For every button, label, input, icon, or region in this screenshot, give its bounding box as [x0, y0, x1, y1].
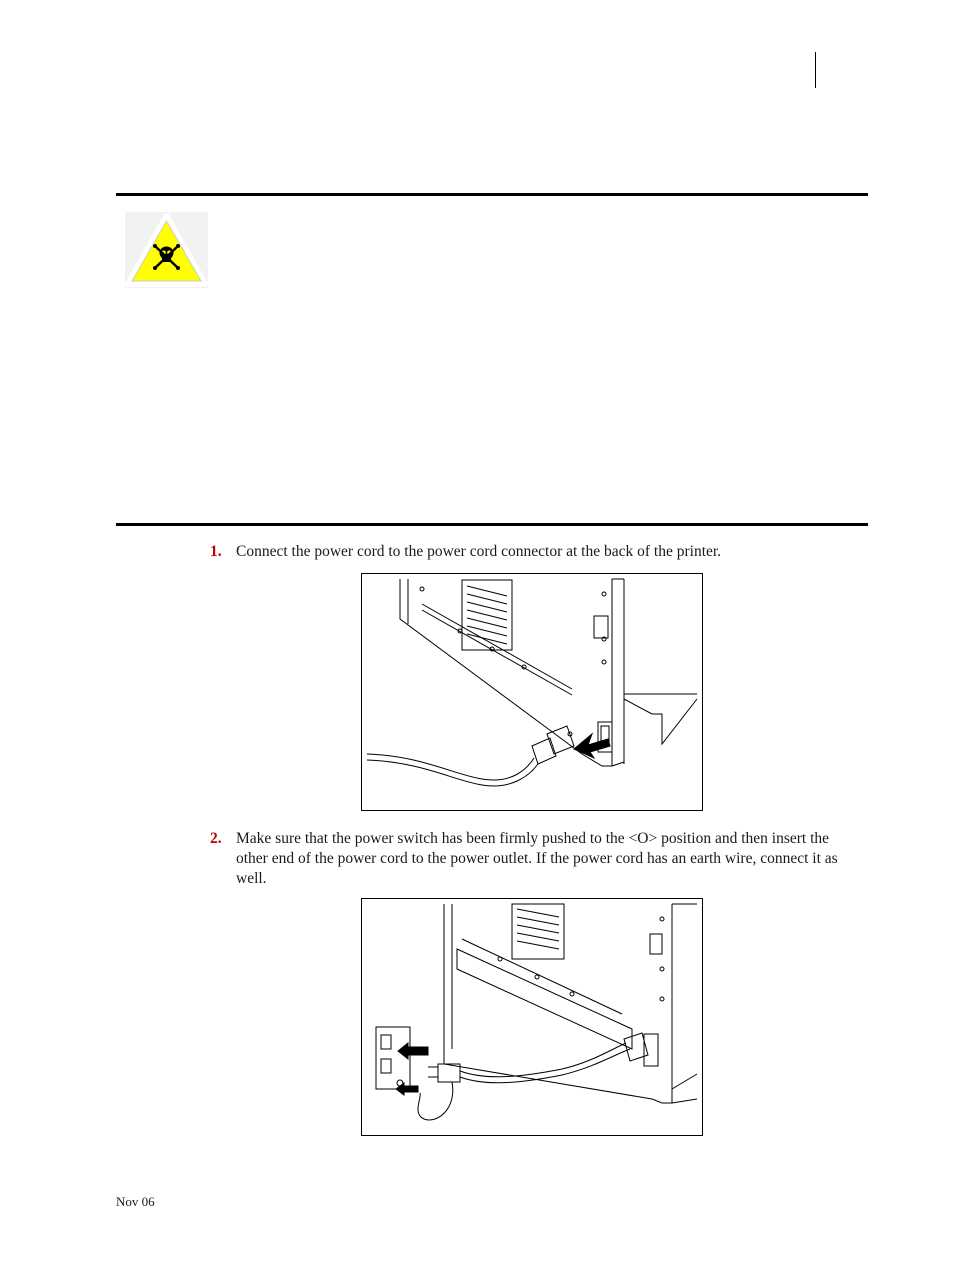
- footer-date: Nov 06: [116, 1194, 155, 1209]
- printer-outlet-illustration: [362, 899, 702, 1135]
- figure-connect-power-cord-printer: [361, 573, 703, 811]
- step-number: 1.: [210, 543, 222, 560]
- skull-crossbones-hazard-icon: [125, 212, 208, 288]
- step-number: 2.: [210, 830, 222, 847]
- page-marker-line: [815, 52, 816, 88]
- section-rule-middle: [116, 523, 868, 526]
- printer-back-illustration: [362, 574, 702, 810]
- hazard-warning-icon: [125, 212, 208, 288]
- section-rule-top: [116, 193, 868, 196]
- step-1: [210, 542, 860, 564]
- step-2: [210, 829, 860, 891]
- step-text: Make sure that the power switch has been firmly pushed to the <O> position and then insert the other end of the power cord to the power outlet. If the power cord has an earth wire, connect it as well.: [236, 830, 838, 887]
- step-text: Connect the power cord to the power cord connector at the back of the printer.: [236, 543, 722, 560]
- figure-connect-power-outlet: [361, 898, 703, 1136]
